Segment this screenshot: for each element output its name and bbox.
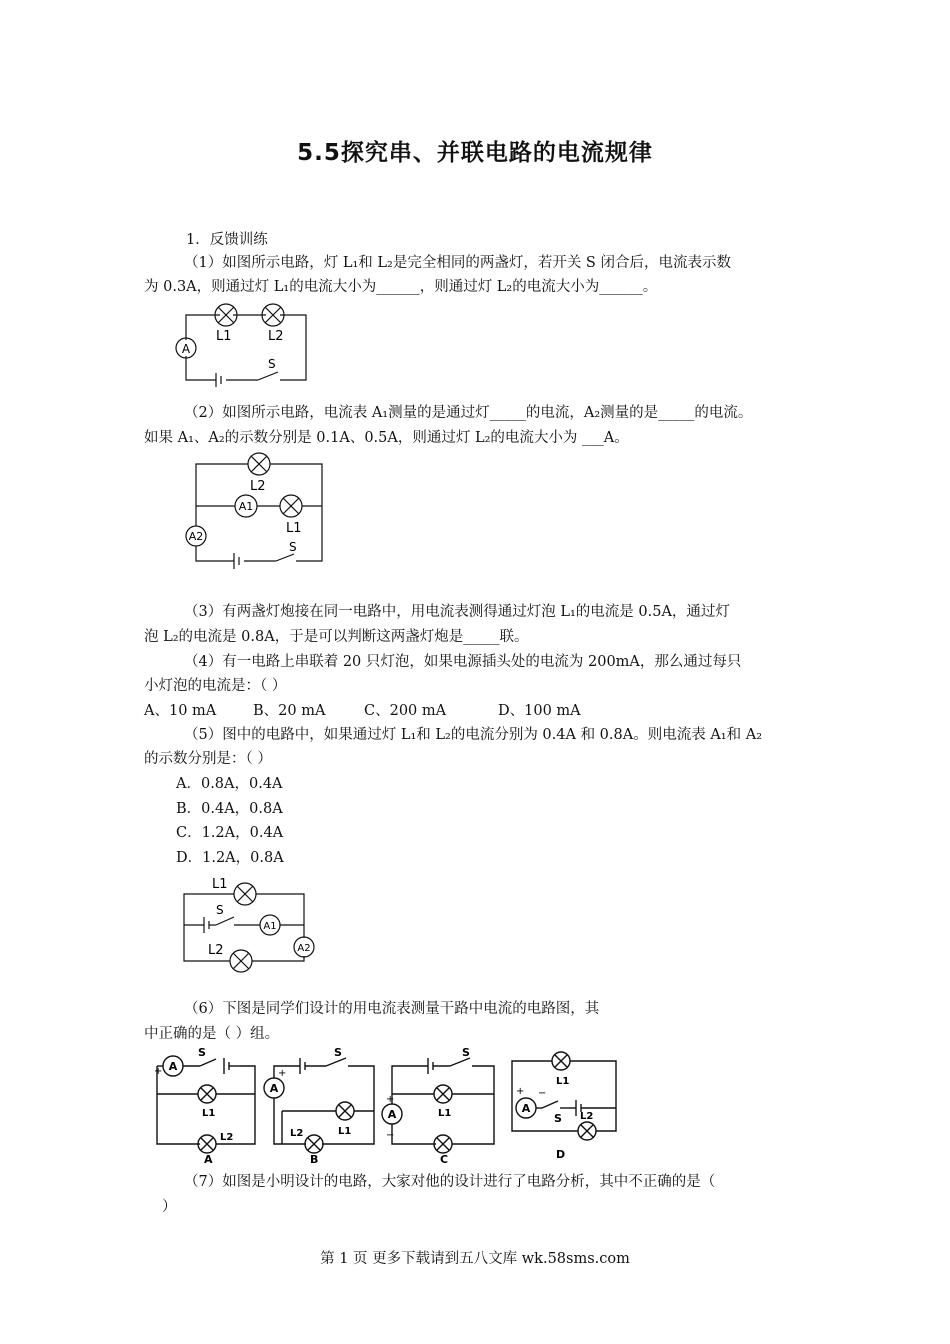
q2-ammeter2-label: A2	[188, 530, 204, 543]
q7-line1: （7）如图是小明设计的电路，大家对他的设计进行了电路分析，其中不正确的是（	[184, 1174, 716, 1190]
q5-option-d: D．1.2A，0.8A	[176, 850, 284, 866]
q5-option-a: A．0.8A，0.4A	[176, 776, 283, 792]
q2-switch-label: S	[289, 540, 297, 554]
q6c-minus-label: −	[386, 1130, 395, 1141]
q6a-switch-label: S	[198, 1046, 206, 1059]
q6c-switch-label: S	[462, 1046, 470, 1059]
q6d-switch-label: S	[554, 1112, 562, 1125]
q5-switch-label: S	[216, 903, 224, 917]
q6b-lamp1-label: L1	[338, 1126, 352, 1137]
q4-option-b: B、20 mA	[253, 703, 326, 719]
q2-lamp2-label: L2	[250, 479, 266, 494]
q6d-group-label: D	[556, 1148, 566, 1161]
q1-ammeter-label: A	[181, 342, 191, 356]
page-footer: 第 1 页 更多下载请到五八文库 wk.58sms.com	[320, 1251, 630, 1267]
q1-lamp1-label: L1	[216, 329, 232, 344]
q1-lamp2-label: L2	[268, 329, 284, 344]
q6c-ammeter-label: A	[387, 1108, 397, 1121]
q6a-lamp2-label: L2	[220, 1132, 234, 1143]
q5-ammeter2-label: A2	[297, 943, 311, 954]
q6b-group-label: B	[310, 1153, 319, 1164]
q2-ammeter1-label: A1	[238, 500, 254, 513]
q6-line1: （6）下图是同学们设计的用电流表测量干路中电流的电路图，其	[184, 1001, 600, 1017]
q6c-lamp1-label: L1	[438, 1108, 452, 1119]
q6a-plus-label: +	[154, 1066, 163, 1077]
q4-option-a: A、10 mA	[144, 703, 217, 719]
q6d-ammeter-label: A	[521, 1102, 531, 1115]
q5-line2: 的示数分别是：（ ）	[144, 751, 272, 767]
q2-circuit-diagram	[172, 448, 332, 578]
q6d-lamp2-label: L2	[580, 1111, 594, 1122]
q6a-group-label: A	[204, 1153, 213, 1164]
page-title: 5.5探究串、并联电路的电流规律	[297, 140, 653, 166]
q6b-lamp2-label: L2	[290, 1128, 304, 1139]
q4-line2: 小灯泡的电流是：（ ）	[144, 678, 287, 694]
q5-circuit-diagram	[172, 872, 332, 980]
section-heading: 1．反馈训练	[186, 232, 268, 248]
q5-line1: （5）图中的电路中，如果通过灯 L₁和 L₂的电流分别为 0.4A 和 0.8A。则电流表 A₁和 A₂	[184, 727, 763, 743]
q4-line1: （4）有一电路上串联着 20 只灯泡，如果电源插头处的电流为 200mA，那么通过每只	[184, 654, 742, 670]
q3-line1: （3）有两盏灯炮接在同一电路中，用电流表测得通过灯泡 L₁的电流是 0.5A，通过灯	[184, 604, 730, 620]
q2-lamp1-label: L1	[286, 521, 302, 536]
q5-ammeter1-label: A1	[263, 921, 277, 932]
q3-line2: 泡 L₂的电流是 0.8A，于是可以判断这两盏灯炮是_____联。	[144, 629, 529, 645]
q6b-ammeter-label: A	[269, 1082, 279, 1095]
q6-line2: 中正确的是（ ）组。	[144, 1026, 280, 1042]
q6c-plus-label: +	[386, 1094, 395, 1105]
q1-circuit-diagram	[168, 298, 318, 388]
q1-line1: （1）如图所示电路，灯 L₁和 L₂是完全相同的两盏灯，若开关 S 闭合后，电流表示数	[184, 255, 731, 271]
q6c-group-label: C	[440, 1153, 449, 1164]
q6-circuit-options-diagram	[150, 1046, 620, 1164]
q5-lamp1-label: L1	[212, 877, 228, 892]
q6a-ammeter-label: A	[168, 1060, 178, 1073]
q4-option-c: C、200 mA	[364, 703, 447, 719]
q5-option-c: C．1.2A，0.4A	[176, 825, 284, 841]
q2-line2: 如果 A₁、A₂的示数分别是 0.1A、0.5A，则通过灯 L₂的电流大小为 ___A。	[144, 430, 629, 446]
q1-switch-label: S	[268, 357, 276, 371]
q5-lamp2-label: L2	[208, 943, 224, 958]
q2-line1: （2）如图所示电路，电流表 A₁测量的是通过灯_____的电流，A₂测量的是_____的电流。	[184, 405, 753, 421]
q6d-lamp1-label: L1	[556, 1076, 570, 1087]
q4-option-d: D、100 mA	[498, 703, 581, 719]
q6b-plus-label: +	[278, 1068, 287, 1079]
q6d-plus-label: +	[516, 1086, 525, 1097]
q6a-lamp1-label: L1	[202, 1108, 216, 1119]
q6b-switch-label: S	[334, 1046, 342, 1059]
q7-line2: ）	[162, 1199, 177, 1215]
q1-line2: 为 0.3A，则通过灯 L₁的电流大小为______，则通过灯 L₂的电流大小为______。	[144, 279, 658, 295]
q5-option-b: B．0.4A，0.8A	[176, 801, 283, 817]
q6d-minus-label: −	[538, 1088, 547, 1099]
